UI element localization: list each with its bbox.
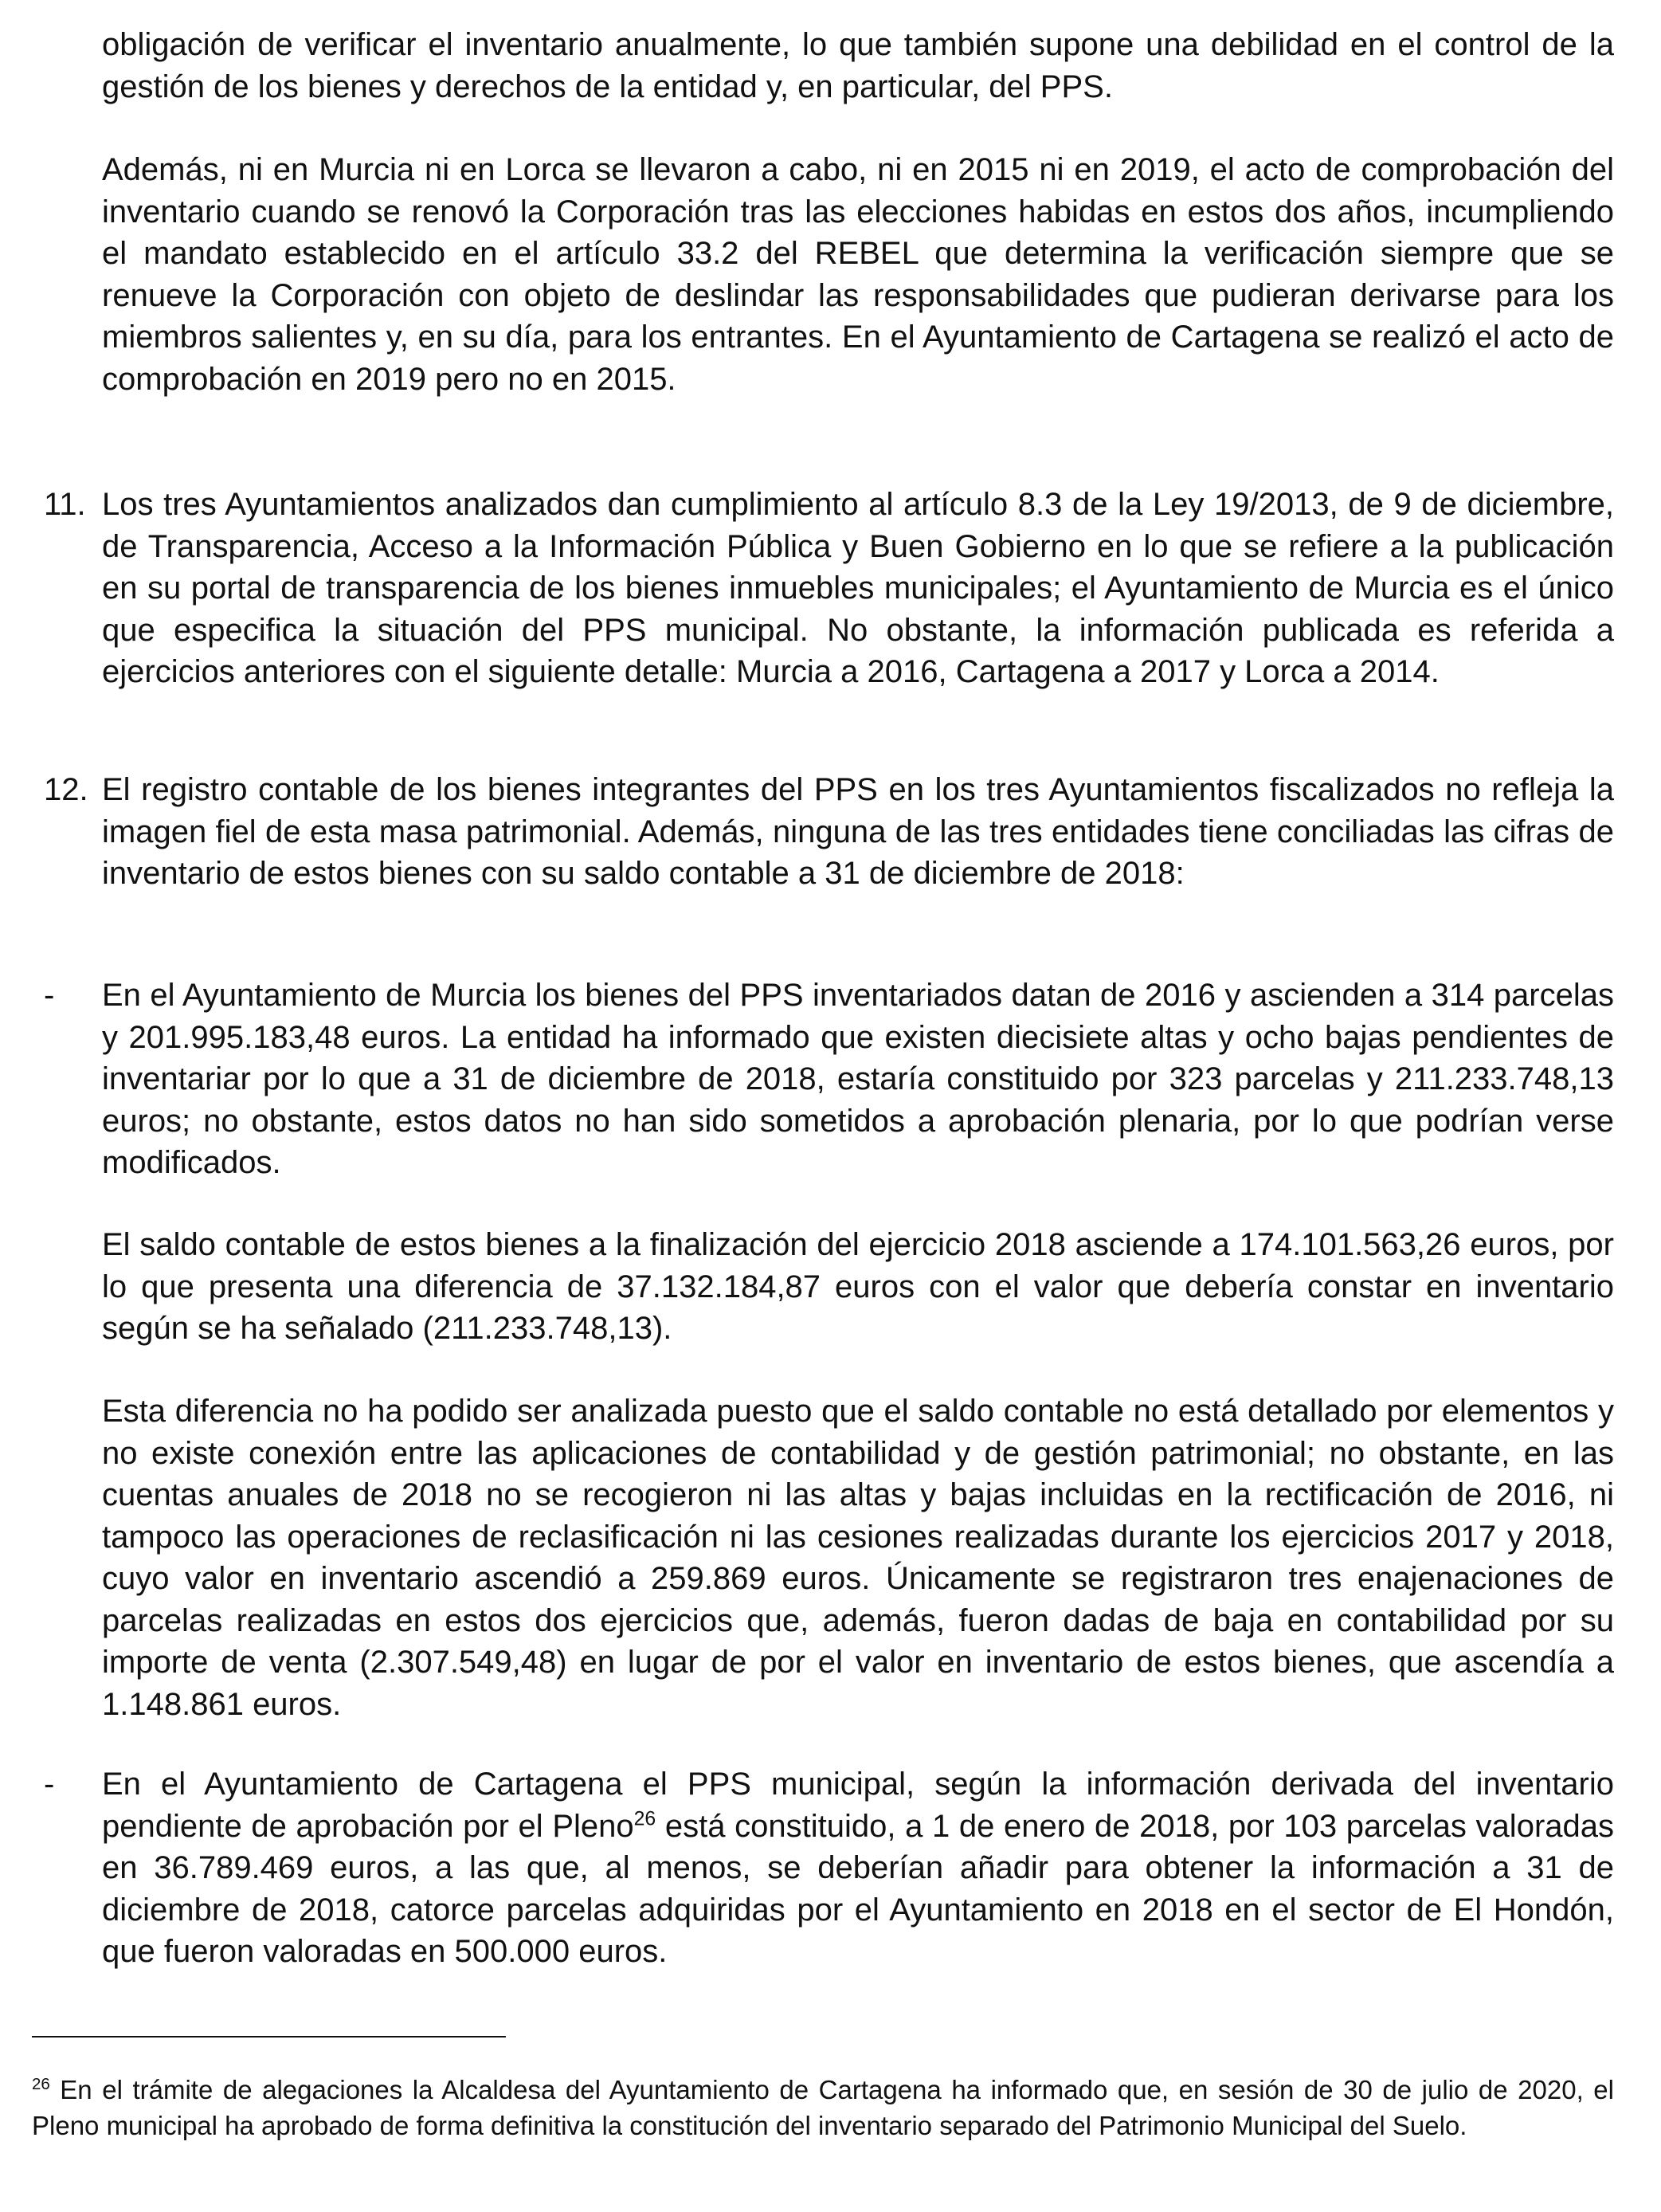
bullet-dash-murcia: - [44,978,55,1013]
footnote-26 [32,2072,1614,2143]
paragraph-inventory-check: Además, ni en Murcia ni en Lorca se llevaron a cabo, ni en 2015 ni en 2019, el acto de comprobación del inventario cuando se renovó la Corporación tras las elecciones habidas en estos dos años, incumpliendo el mandato establecido en el artículo 33.2 del REBEL que determina la verificación siempre que se renueve la Corporación con objeto de deslindar las responsabilidades que pudieran derivarse para los miembros salientes y, en su día, para los entrantes. En el Ayuntamiento de Cartagena se realizó el acto de comprobación en 2019 pero no en 2015. [102,152,1614,397]
paragraph-murcia-difference: Esta diferencia no ha podido ser analizada puesto que el saldo contable no está detallado por elementos y no existe conexión entre las aplicaciones de contabilidad y de gestión patrimonial; no obstante, en las cuentas anuales de 2018 no se recogieron ni las altas y bajas incluidas en la rectificación de 2016, ni tampoco las operaciones de reclasificación ni las cesiones realizadas durante los ejercicios 2017 y 2018, cuyo valor en inventario ascendió a 259.869 euros. Únicamente se registraron tres enajenaciones de parcelas realizadas en estos dos ejercicios que, además, fueron dadas de baja en contabilidad por su importe de venta (2.307.549,48) en lugar de por el valor en inventario de estos bienes, que ascendía a 1.148.861 euros. [102,1394,1614,1722]
paragraph-item-11-transparency: Los tres Ayuntamientos analizados dan cumplimiento al artículo 8.3 de la Ley 19/2013, de 9 de diciembre, de Transparencia, Acceso a la Información Pública y Buen Gobierno en lo que se refiere a la publicación en su portal de transparencia de los bienes inmuebles municipales; el Ayuntamiento de Murcia es el único que especifica la situación del PPS municipal. No obstante, la información publicada es referida a ejercicios anteriores con el siguiente detalle: Murcia a 2016, Cartagena a 2017 y Lorca a 2014. [102,487,1614,689]
footnote-reference-26[interactable]: 26 [633,1808,656,1830]
paragraph-murcia-inventory: En el Ayuntamiento de Murcia los bienes del PPS inventariados datan de 2016 y ascienden a 314 parcelas y 201.995.183,48 euros. La entidad ha informado que existen diecisiete altas y ocho bajas pendientes de inventariar por lo que a 31 de diciembre de 2018, estaría constituido por 323 parcelas y 211.233.748,13 euros; no obstante, estos datos no han sido sometidos a aprobación plenaria, por lo que podrían verse modificados. [102,978,1614,1180]
paragraph-cartagena-part-b: está constituido, a 1 de enero de 2018, por 103 parcelas valoradas en 36.789.469 euros, a las que, al menos, se deberían añadir para obtener la información a 31 de diciembre de 2018, catorce parcelas adquiridas por el Ayuntamiento en 2018 en el sector de El Hondón, que fueron valoradas en 500.000 euros. [102,1808,1614,1969]
footnote-text: En el trámite de alegaciones la Alcaldesa del Ayuntamiento de Cartagena ha informado que, en sesión de 30 de julio de 2020, el Pleno municipal ha aprobado de forma definitiva la constitución del inventario separado del Patrimonio Municipal del Suelo. [32,2075,1614,2140]
footnote-separator [32,2036,506,2037]
paragraph-murcia-balance: El saldo contable de estos bienes a la finalización del ejercicio 2018 asciende a 174.101.563,26 euros, por lo que presenta una diferencia de 37.132.184,87 euros con el valor que debería constar en inventario según se ha señalado (211.233.748,13). [102,1227,1614,1346]
item-number-11: 11. [44,487,86,522]
paragraph-item-12-accounting: El registro contable de los bienes integrantes del PPS en los tres Ayuntamientos fiscalizados no refleja la imagen fiel de esta masa patrimonial. Además, ninguna de las tres entidades tiene conciliadas las cifras de inventario de estos bienes con su saldo contable a 31 de diciembre de 2018: [102,772,1614,891]
paragraph-cartagena-part-a: En el Ayuntamiento de Cartagena el PPS municipal, según la información derivada del inventario pendiente de aprobación por el Pleno [102,1767,1614,1844]
item-number-12: 12. [44,772,88,807]
bullet-dash-cartagena: - [44,1767,55,1802]
paragraph-inventory-verification: obligación de verificar el inventario anualmente, lo que también supone una debilidad en el control de la gestión de los bienes y derechos de la entidad y, en particular, del PPS. [102,27,1614,104]
paragraph-cartagena-pps [102,1763,1614,1973]
footnote-number: 26 [32,2075,50,2093]
